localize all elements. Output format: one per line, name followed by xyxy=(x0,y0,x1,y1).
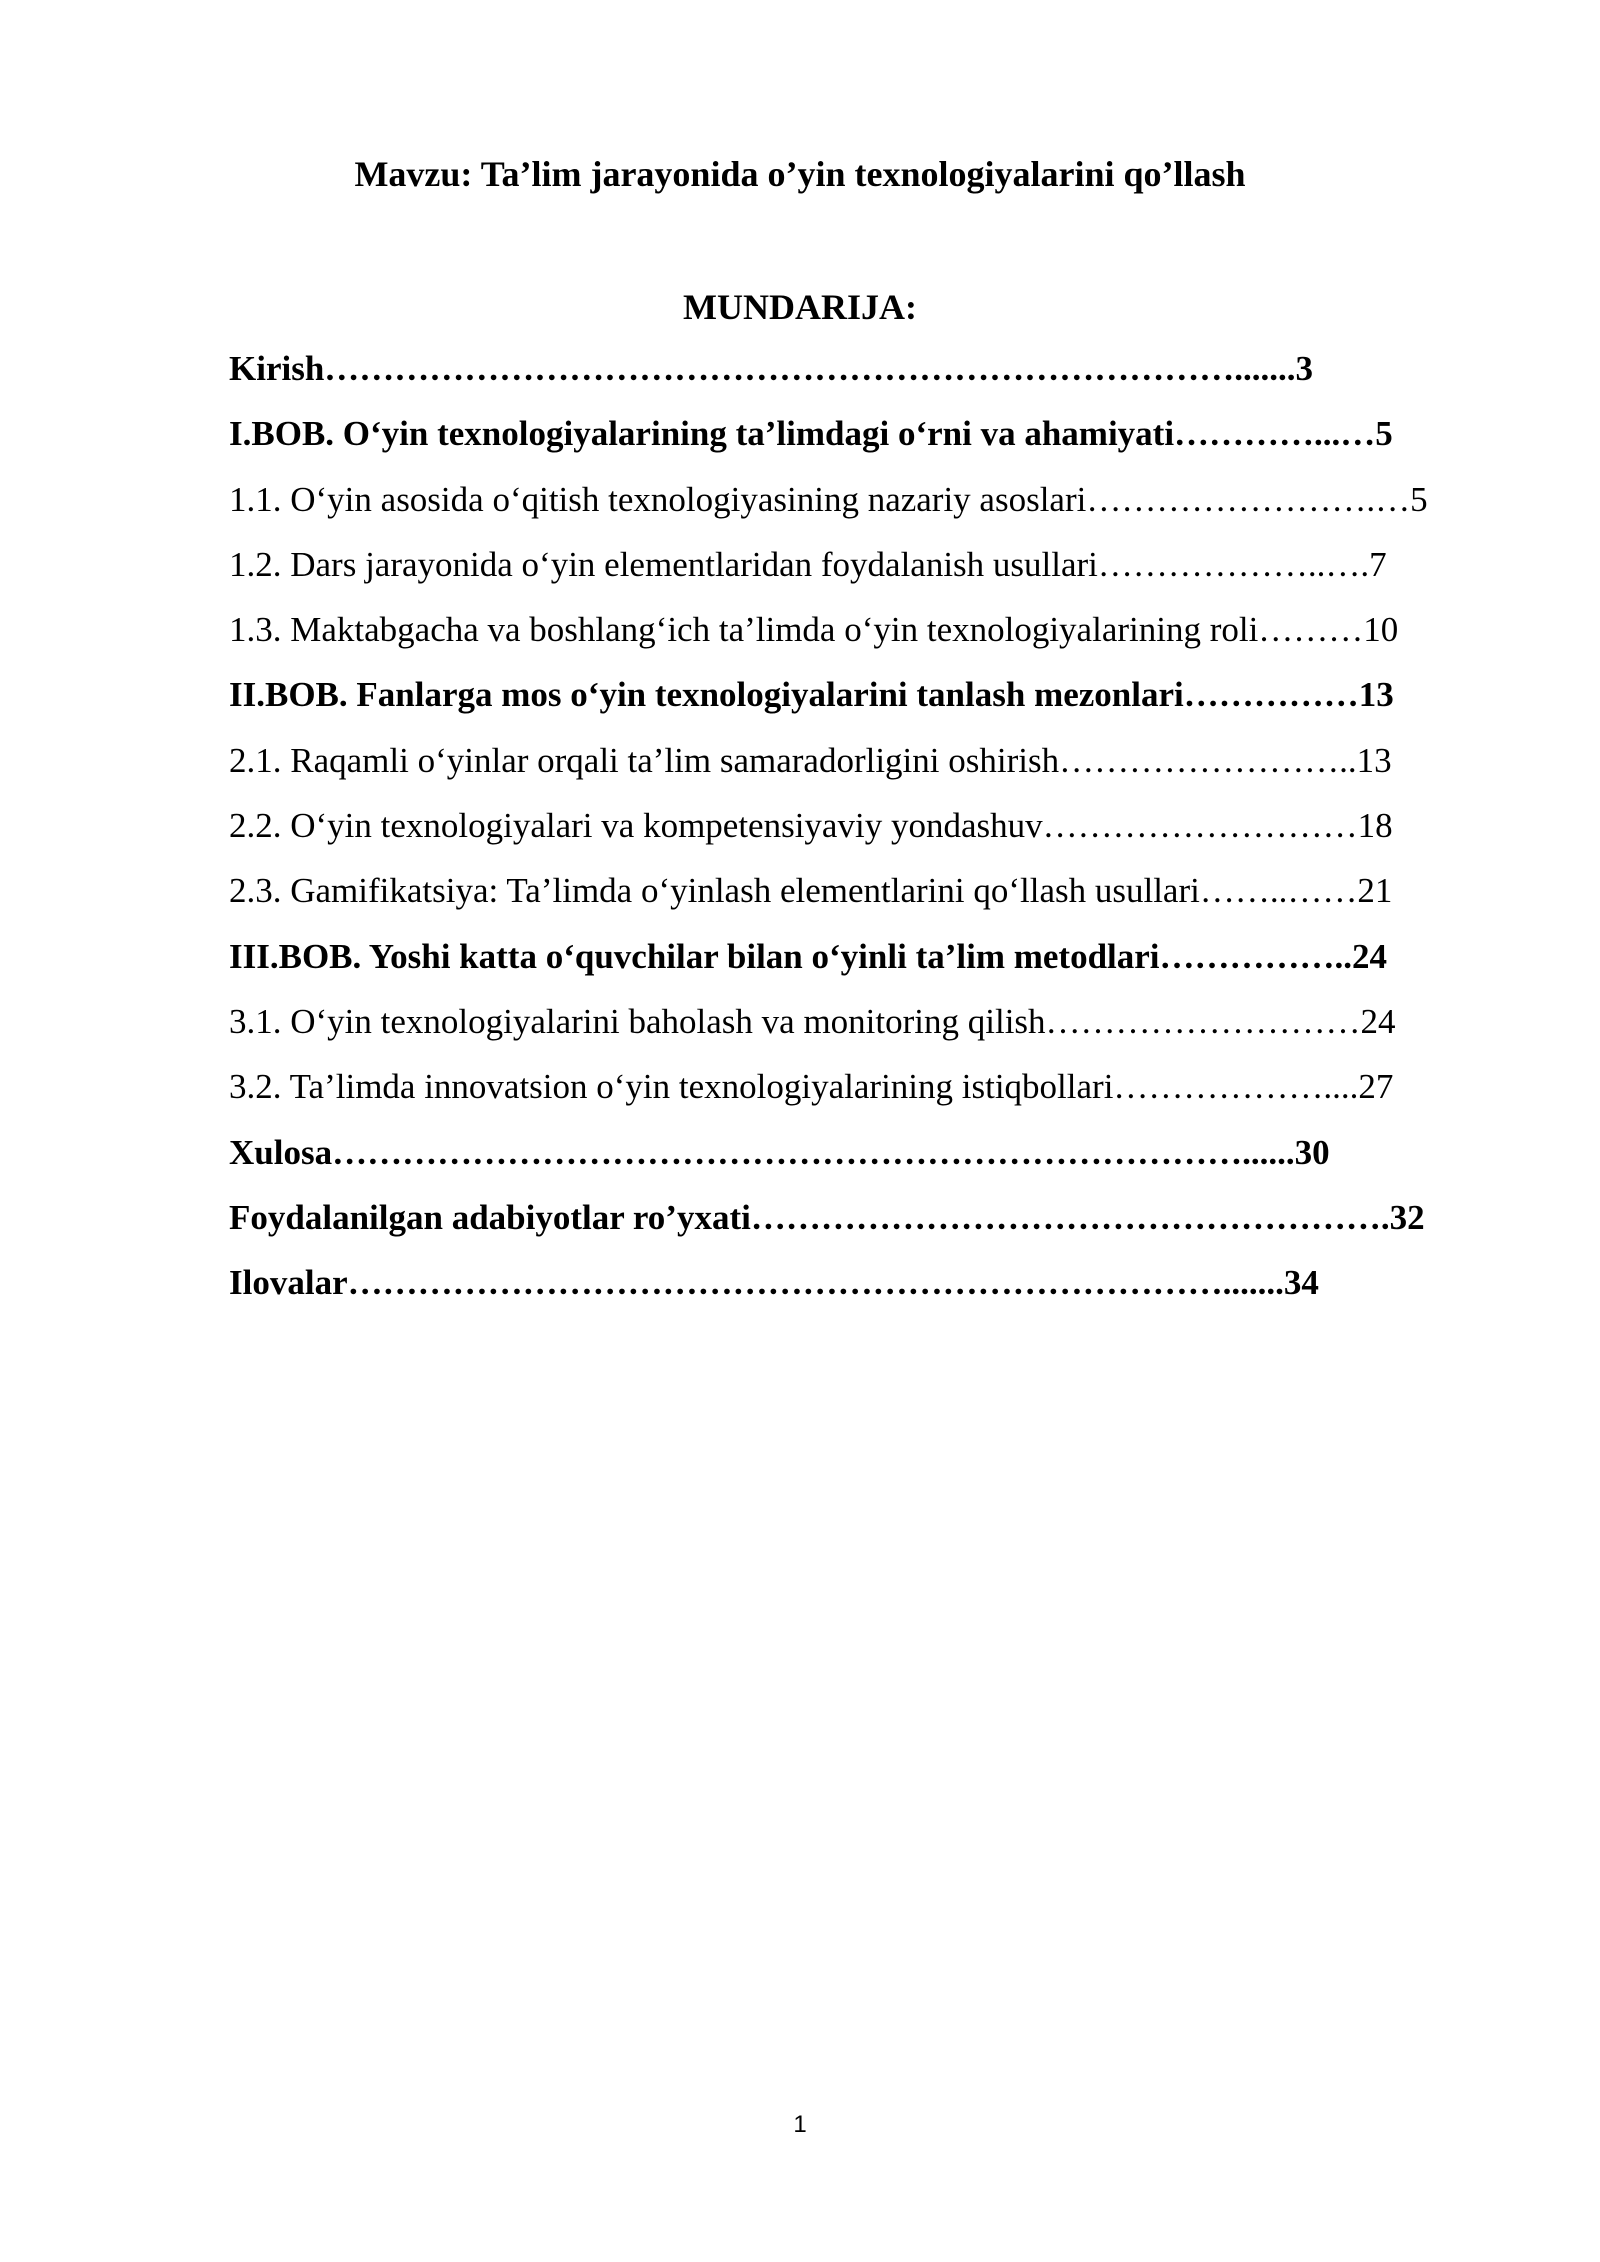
toc-entry-2-3: 2.3. Gamifikatsiya: Ta’limda o‘yinlash elementlarini qo‘llash usullari……..……21 xyxy=(229,871,1393,911)
toc-entry-2-2: 2.2. O‘yin texnologiyalari va kompetensiyaviy yondashuv………………………18 xyxy=(229,806,1393,846)
toc-entry-ilovalar: Ilovalar………………………………………………………………….......34 xyxy=(229,1263,1319,1303)
toc-heading: MUNDARIJA: xyxy=(683,287,917,327)
toc-entry-1-1: 1.1. O‘yin asosida o‘qitish texnologiyasining nazariy asoslari…………………….…5 xyxy=(229,479,1428,519)
toc-entry-chapter-3: III.BOB. Yoshi katta o‘quvchilar bilan o‘yinli ta’lim metodlari……………..24 xyxy=(229,936,1388,976)
toc-entry-1-3: 1.3. Maktabgacha va boshlang‘ich ta’limda o‘yin texnologiyalarining roli………10 xyxy=(229,610,1399,650)
topic-title: Mavzu: Ta’lim jarayonida o’yin texnologiyalarini qo’llash xyxy=(354,154,1246,194)
toc-entry-kirish: Kirish…………………………………………………………………….......3 xyxy=(229,349,1314,388)
toc-entry-chapter-1: I.BOB. O‘yin texnologiyalarining ta’limdagi o‘rni va ahamiyati…………...…5 xyxy=(229,414,1393,454)
toc-entry-3-1: 3.1. O‘yin texnologiyalarini baholash va monitoring qilish………………………24 xyxy=(229,1001,1396,1041)
toc-entry-3-2: 3.2. Ta’limda innovatsion o‘yin texnologiyalarining istiqbollari………………....27 xyxy=(229,1067,1394,1107)
toc-entry-bibliography: Foydalanilgan adabiyotlar ro’yxati……………………………………………….32 xyxy=(229,1197,1425,1237)
toc-entry-xulosa: Xulosa……………………………………………………………………......30 xyxy=(229,1132,1330,1172)
table-of-contents xyxy=(229,347,1489,1326)
page-number: 1 xyxy=(793,2111,807,2138)
toc-entry-2-1: 2.1. Raqamli o‘yinlar orqali ta’lim samaradorligini oshirish……………………..13 xyxy=(229,740,1392,780)
toc-entry-chapter-2: II.BOB. Fanlarga mos o‘yin texnologiyalarini tanlash mezonlari……………13 xyxy=(229,675,1394,715)
toc-entry-1-2: 1.2. Dars jarayonida o‘yin elementlaridan foydalanish usullari………………..….7 xyxy=(229,544,1387,584)
